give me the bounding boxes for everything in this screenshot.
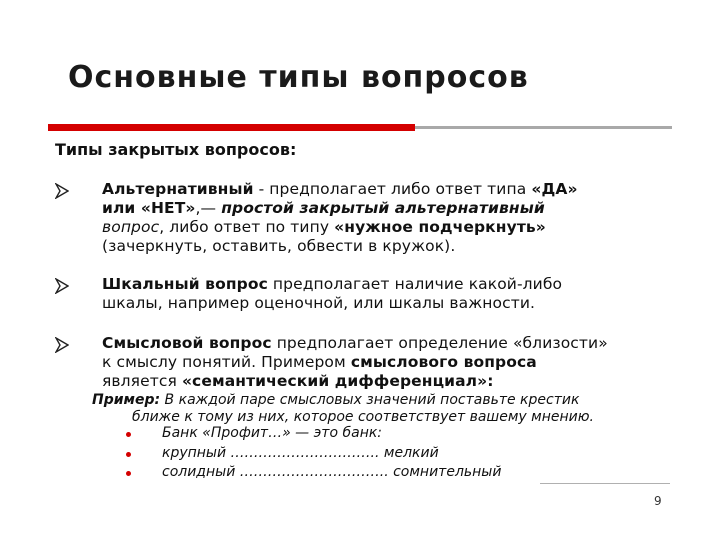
example-line-1 (92, 391, 579, 409)
item-semantic (102, 334, 682, 391)
example-option: крупный ………………………….. мелкий (162, 445, 439, 461)
paragraph-line (102, 237, 682, 256)
paragraph-line (102, 218, 682, 237)
text-segment: вопрос (102, 218, 160, 236)
text-segment: предполагает определение «близости» (271, 334, 608, 352)
text-segment: предполагает наличие какой-либо (267, 275, 563, 293)
arrow-bullet-icon (55, 337, 69, 353)
arrow-bullet-icon (55, 278, 69, 294)
footer-divider (540, 483, 670, 484)
bullet-dot (126, 452, 131, 457)
text-segment: - предполагает либо ответ типа (253, 180, 532, 198)
paragraph-line (102, 353, 682, 372)
item-scale (102, 275, 682, 313)
item-alternative (102, 180, 682, 256)
paragraph-line (102, 180, 682, 199)
arrow-bullet-icon (55, 183, 69, 199)
text-segment: является (102, 372, 182, 390)
slide-title: Основные типы вопросов (68, 60, 529, 95)
text-segment: «нужное подчеркнуть» (334, 218, 546, 236)
example-label: Пример: (92, 392, 161, 408)
text-segment: или «НЕТ» (102, 199, 196, 217)
text-segment: к смыслу понятий. Примером (102, 353, 351, 371)
text-segment: (зачеркнуть, оставить, обвести в кружок). (102, 237, 456, 255)
paragraph-line (102, 294, 682, 313)
title-underline-red (48, 124, 415, 131)
paragraph-line (102, 199, 682, 218)
text-segment: смыслового вопроса (350, 353, 537, 371)
text-segment: «семантический дифференциал»: (181, 372, 494, 390)
text-segment: Смысловой вопрос (102, 334, 272, 352)
text-segment: , либо ответ по типу (159, 218, 335, 236)
example-option: солидный ………………………….. сомнительный (162, 464, 502, 480)
bullet-dot (126, 471, 131, 476)
text-segment: Альтернативный (102, 180, 254, 198)
text-segment: простой закрытый альтернативный (221, 199, 545, 217)
paragraph-line (102, 372, 682, 391)
section-subtitle: Типы закрытых вопросов: (55, 140, 297, 159)
page-number: 9 (654, 494, 662, 508)
example-option: Банк «Профит…» — это банк: (162, 425, 383, 441)
text-segment: шкалы, например оценочной, или шкалы важности. (102, 294, 536, 312)
paragraph-line (102, 334, 682, 353)
title-underline-gray (415, 126, 672, 129)
text-segment: «ДА» (531, 180, 578, 198)
bullet-dot (126, 432, 131, 437)
example-line-2: ближе к тому из них, которое соответствует вашему мнению. (132, 409, 594, 425)
text-segment: Шкальный вопрос (102, 275, 268, 293)
paragraph-line (102, 275, 682, 294)
text-segment: ,— (195, 199, 222, 217)
example-text-1: В каждой паре смысловых значений поставьте крестик (160, 392, 580, 408)
